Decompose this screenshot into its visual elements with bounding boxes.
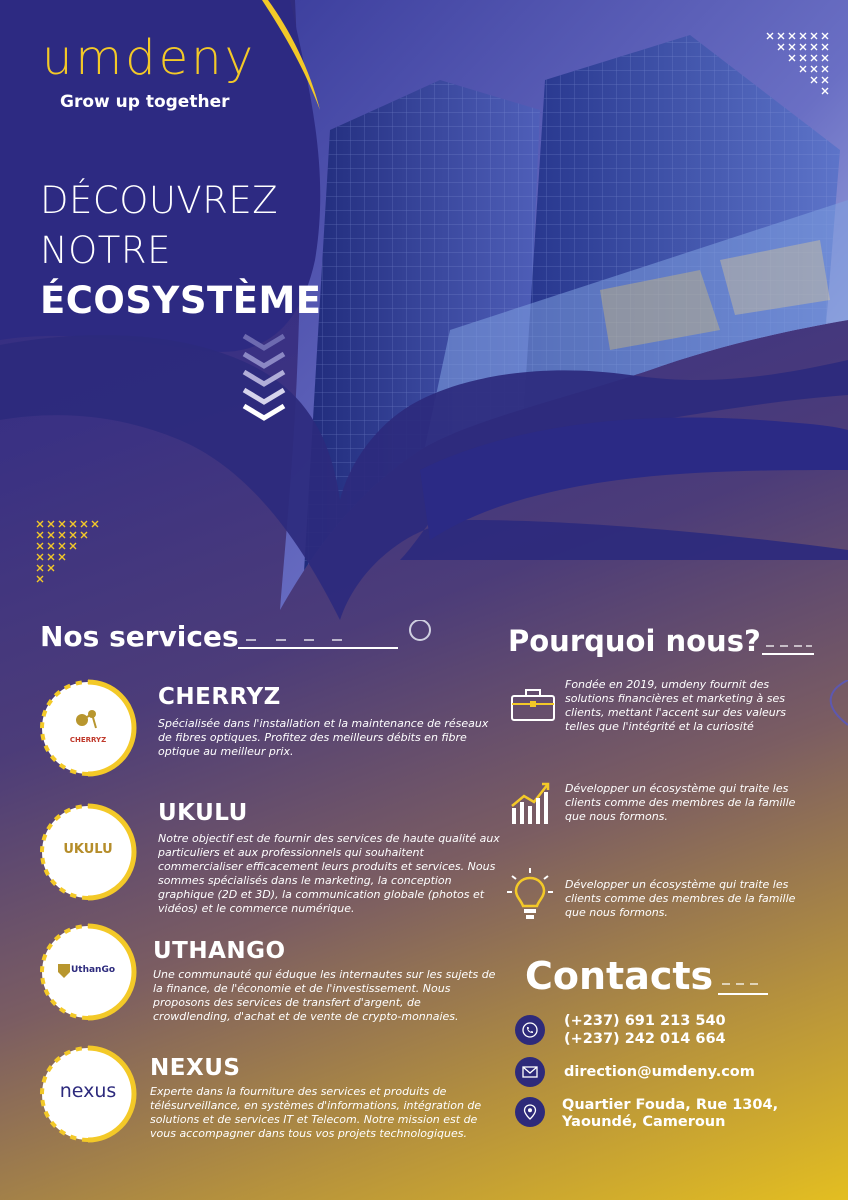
decorative-cross-pattern [765,30,840,100]
why-text-2: Développer un écosystème qui traite les clients comme des membres de la famille que nous formons. [565,782,796,823]
services-title: Nos services [40,620,239,653]
hero-heading [40,176,322,326]
service-desc-ukulu: Notre objectif est de fournir des services de haute qualité aux particuliers et aux professionnels qui souhaitent commercialiser efficacement leurs produits et services. Nous sommes spécialisés dans le marketing, la conception graphique (2D et 3D), la communication globale (photos et vidéos) et le commerce numérique. [158,832,500,915]
decorative-curve [818,680,848,730]
location-pin-icon [515,1097,545,1127]
service-desc-cherryz: Spécialisée dans l'installation et la maintenance de réseaux de fibres optiques. Profitez des meilleurs débits en fibre optique au meilleur prix. [158,717,489,758]
contacts-title-underline [718,970,770,996]
nexus-logo-text: nexus [59,1080,117,1102]
service-desc-uthango: Une communauté qui éduque les internautes sur les sujets de la finance, de l'économie et de l'investissement. Nous proposons des services de transfert d'argent, de crowdlending, d'achat et de vente de crypto-monnaies. [153,968,496,1023]
contact-phone-2[interactable]: (+237) 242 014 664 [564,1031,726,1047]
contact-phone-1[interactable]: (+237) 691 213 540 [564,1013,726,1029]
phone-icon [515,1015,545,1045]
briefcase-icon [510,688,556,722]
service-logo-ring-cherryz [36,676,140,780]
why-title: Pourquoi nous? [508,624,761,658]
service-name-uthango: UTHANGO [153,938,286,964]
hero-line-2: NOTRE [40,229,171,272]
why-title-underline [762,634,822,660]
service-name-ukulu: UKULU [158,800,248,826]
decorative-cross-pattern-gold [36,518,108,584]
cherryz-logo-text: CHERRYZ [69,736,107,744]
contact-address-2: Yaoundé, Cameroun [562,1114,726,1130]
hero-line-1: DÉCOUVREZ [40,179,279,222]
contacts-title: Contacts [525,954,714,998]
lightbulb-icon [506,866,554,926]
mail-icon [515,1057,545,1087]
why-text-3: Développer un écosystème qui traite les clients comme des membres de la famille que nous formons. [565,878,796,919]
brand-logo: umdeny [42,30,257,86]
contact-email[interactable]: direction@umdeny.com [564,1064,755,1080]
why-text-1: Fondée en 2019, umdeny fournit des solutions financières et marketing à ses clients, mettant l'accent sur des valeurs telles que l'intégrité et la curiosité [565,678,787,733]
uthango-logo-text: UthanGo [70,965,116,975]
title-underline-decoration [238,620,438,652]
brand-tagline: Grow up together [60,92,230,112]
hero-line-3: ÉCOSYSTÈME [40,279,322,322]
service-desc-nexus: Experte dans la fourniture des services et produits de télésurveillance, en systèmes d'informations, intégration de solutions et de services IT et Telecom. Notre mission est de vous accompagner dans tous vos projets technologiques. [150,1085,482,1140]
growth-chart-icon [508,776,554,826]
service-name-nexus: NEXUS [150,1055,241,1081]
contact-address-1: Quartier Fouda, Rue 1304, [562,1097,779,1113]
service-name-cherryz: CHERRYZ [158,684,281,710]
ukulu-logo-text: UKULU [63,842,113,857]
